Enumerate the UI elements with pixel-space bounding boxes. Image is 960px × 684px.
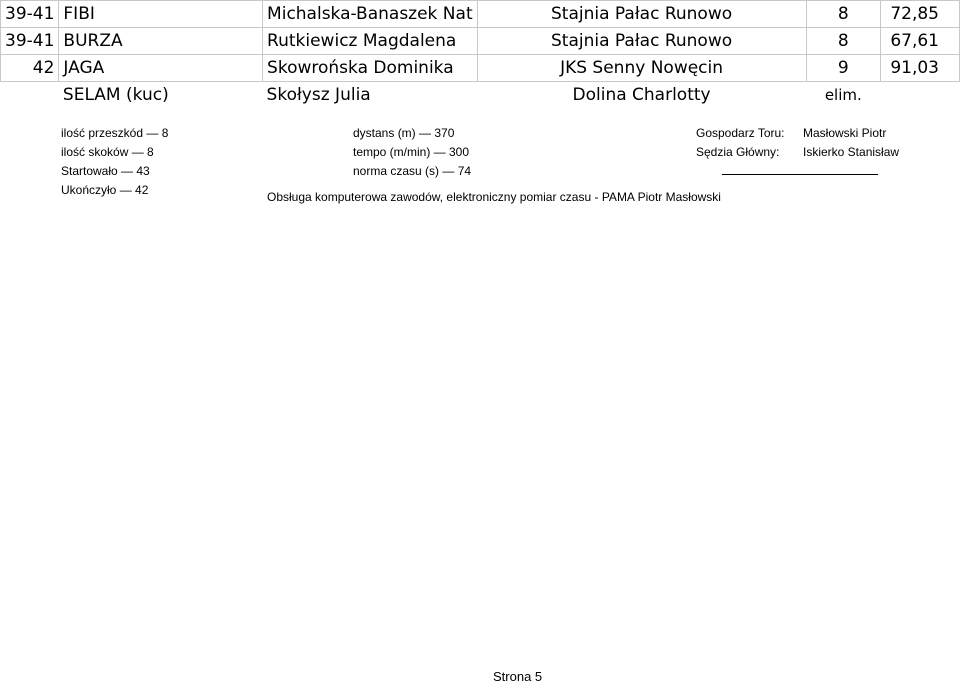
time-cell — [881, 82, 960, 109]
table-row — [1, 55, 960, 82]
place-cell: 42 — [1, 55, 59, 82]
faults-cell: 8 — [806, 1, 881, 28]
rider-cell: Skowrońska Dominika — [263, 55, 478, 82]
judge-row — [696, 143, 899, 162]
signature-line — [722, 174, 878, 175]
horse-cell: FIBI — [59, 1, 263, 28]
judge-label: Sędzia Główny: — [696, 145, 780, 159]
table-row — [1, 82, 960, 109]
horse-cell: BURZA — [59, 28, 263, 55]
place-cell — [1, 82, 59, 109]
table-row — [1, 28, 960, 55]
place-cell: 39-41 — [1, 28, 59, 55]
table-row — [1, 1, 960, 28]
time-cell: 72,85 — [881, 1, 960, 28]
horse-cell: JAGA — [59, 55, 263, 82]
competition-counts — [61, 124, 168, 200]
club-cell: Stajnia Pałac Runowo — [477, 1, 806, 28]
time-norm-value: norma czasu (s) — 74 — [353, 164, 472, 178]
course-parameters — [353, 124, 471, 181]
footer-note: Obsługa komputerowa zawodów, elektroniczny pomiar czasu - PAMA Piotr Masłowski — [267, 190, 721, 204]
club-cell: Dolina Charlotty — [572, 85, 711, 105]
rider-cell: Rutkiewicz Magdalena — [263, 28, 478, 55]
course-designer-row — [696, 124, 899, 143]
rider-cell: Michalska-Banaszek Nat — [263, 1, 478, 28]
faults-cell: 9 — [806, 55, 881, 82]
horse-cell: SELAM (kuc) — [62, 85, 169, 105]
finished-count: Ukończyło — 42 — [61, 183, 149, 197]
faults-cell: 8 — [806, 28, 881, 55]
page-number: Strona 5 — [493, 669, 543, 684]
obstacles-count: ilość przeszkód — 8 — [61, 126, 169, 140]
distance-value: dystans (m) — 370 — [353, 126, 455, 140]
time-cell: 91,03 — [881, 55, 960, 82]
started-count: Startowało — 43 — [61, 164, 150, 178]
judge-name: Iskierko Stanisław — [803, 145, 900, 159]
jumps-count: ilość skoków — 8 — [61, 145, 154, 159]
place-cell: 39-41 — [1, 1, 59, 28]
faults-cell: elim. — [824, 86, 862, 104]
course-designer-name: Masłowski Piotr — [803, 126, 887, 140]
club-cell: Stajnia Pałac Runowo — [477, 28, 806, 55]
tempo-value: tempo (m/min) — 300 — [353, 145, 470, 159]
time-cell: 67,61 — [881, 28, 960, 55]
course-designer-label: Gospodarz Toru: — [696, 126, 785, 140]
results-table — [0, 0, 960, 108]
officials — [696, 124, 899, 162]
club-cell: JKS Senny Nowęcin — [477, 55, 806, 82]
rider-cell: Skołysz Julia — [266, 85, 371, 105]
